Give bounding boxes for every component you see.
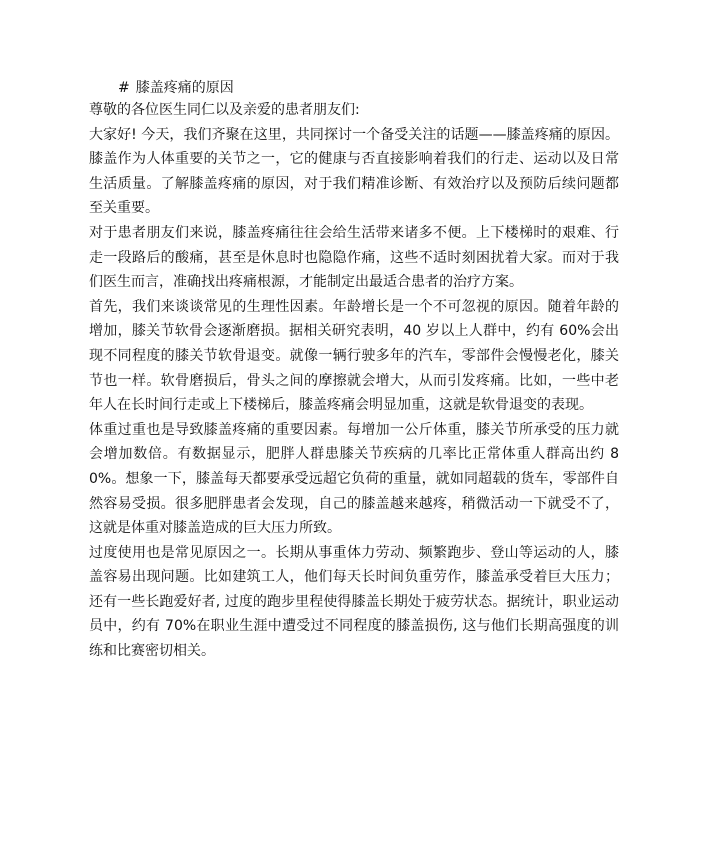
paragraph-weight-factor: 体重过重也是导致膝盖疼痛的重要因素。每增加一公斤体重，膝关节所承受的压力就会增加数倍。有数据显示，肥胖人群患膝关节疾病的几率比正常体重人群高出约 80%。想象一下，膝盖每天都要承受远超它负荷的重量，就如同超载的货车，零部件自然容易受损。很多肥胖患者会发现，自己的膝盖越来越疼，稍微活动一下就受不了，这就是体重对膝盖造成的巨大压力所致。 xyxy=(89,421,619,537)
document-title: 膝盖疼痛的原因 xyxy=(135,80,234,96)
paragraph-overuse-factor: 过度使用也是常见原因之一。长期从事重体力劳动、频繁跑步、登山等运动的人，膝盖容易出现问题。比如建筑工人，他们每天长时间负重劳作，膝盖承受着巨大压力；还有一些长跑爱好者, 过度的跑步里程使得膝盖长期处于疲劳状态。据统计，职业运动员中，约有 70%在职业生涯中遭受过不同程度的膝盖损伤, 这与他们长期高强度的训练和比赛密切相关。 xyxy=(89,544,619,660)
document-page xyxy=(89,78,619,664)
paragraph-greeting: 大家好! 今天，我们齐聚在这里，共同探讨一个备受关注的话题——膝盖疼痛的原因。膝盖作为人体重要的关节之一，它的健康与否直接影响着我们的行走、运动以及日常生活质量。了解膝盖疼痛的原因，对于我们精准诊断、有效治疗以及预防后续问题都至关重要。 xyxy=(89,126,619,217)
document-heading xyxy=(118,78,619,98)
salutation: 尊敬的各位医生同仁以及亲爱的患者朋友们: xyxy=(89,102,360,118)
paragraph-age-factor: 首先，我们来谈谈常见的生理性因素。年龄增长是一个不可忽视的原因。随着年龄的增加，膝关节软骨会逐渐磨损。据相关研究表明，40 岁以上人群中，约有 60%会出现不同程度的膝关节软骨退变。就像一辆行驶多年的汽车，零部件会慢慢老化，膝关节也一样。软骨磨损后，骨头之间的摩擦就会增大，从而引发疼痛。比如，一些中老年人在长时间行走或上下楼梯后，膝盖疼痛会明显加重，这就是软骨退变的表现。 xyxy=(89,298,619,414)
paragraph-patient-impact: 对于患者朋友们来说，膝盖疼痛往往会给生活带来诸多不便。上下楼梯时的艰难、行走一段路后的酸痛，甚至是休息时也隐隐作痛，这些不适时刻困扰着大家。而对于我们医生而言，准确找出疼痛根源，才能制定出最适合患者的治疗方案。 xyxy=(89,224,619,291)
heading-mark: # xyxy=(118,80,130,96)
